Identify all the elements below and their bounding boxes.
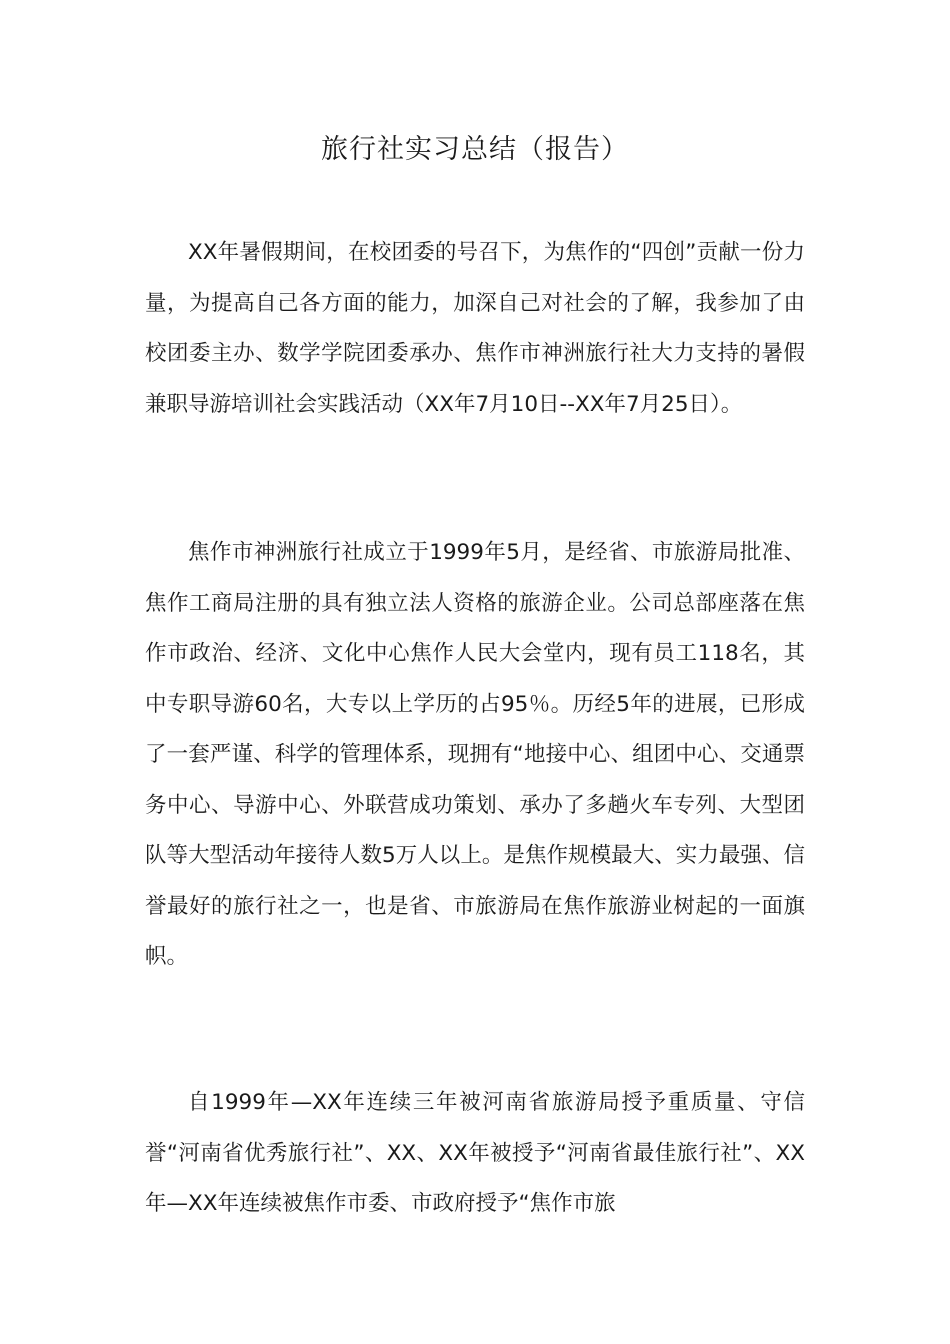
paragraph-1: XX年暑假期间，在校团委的号召下，为焦作的“四创”贡献一份力量，为提高自己各方面的能力，加深自己对社会的了解，我参加了由校团委主办、数学学院团委承办、焦作市神洲旅行社大力支持的暑假兼职导游培训社会实践活动（XX年7月10日--XX年7月25日）。: [145, 240, 805, 417]
document-title: 旅行社实习总结（报告）: [321, 134, 629, 165]
paragraph-3: 自1999年—XX年连续三年被河南省旅游局授予重质量、守信誉“河南省优秀旅行社”、XX、XX年被授予“河南省最佳旅行社”、XX年—XX年连续被焦作市委、市政府授予“焦作市旅: [145, 1090, 805, 1216]
paragraph-2: 焦作市神洲旅行社成立于1999年5月，是经省、市旅游局批准、焦作工商局注册的具有独立法人资格的旅游企业。公司总部座落在焦作市政治、经济、文化中心焦作人民大会堂内，现有员工118名，其中专职导游60名，大专以上学历的占95％。历经5年的进展，已形成了一套严谨、科学的管理体系，现拥有“地接中心、组团中心、交通票务中心、导游中心、外联营成功策划、承办了多趟火车专列、大型团队等大型活动年接待人数5万人以上。是焦作规模最大、实力最强、信誉最好的旅行社之一，也是省、市旅游局在焦作旅游业树起的一面旗帜。: [145, 540, 805, 969]
